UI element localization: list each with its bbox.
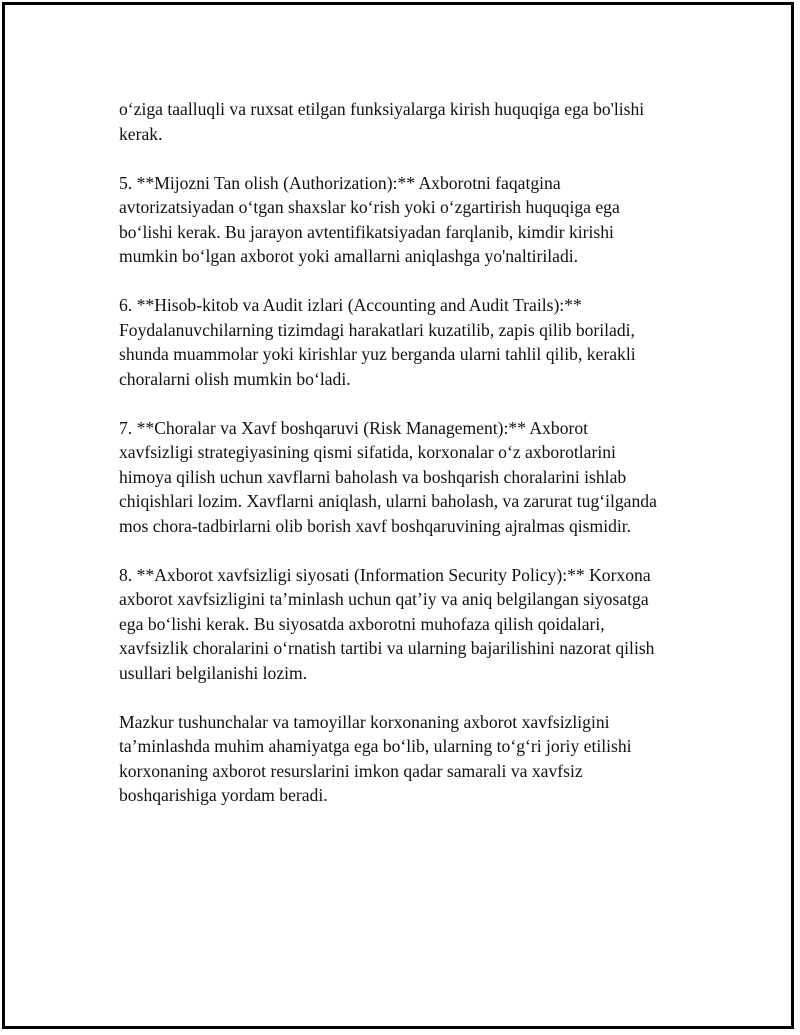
document-body xyxy=(119,97,689,832)
paragraph-authorization: 5. **Mijozni Tan olish (Authorization):** Axborotni faqatgina avtorizatsiyadan o‘tgan shaxslar ko‘rish yoki o‘zgartirish huquqiga ega bo‘lishi kerak. Bu jarayon avtentifikatsiyadan farqlanib, kimdir kirishi mumkin bo‘lgan axborot yoki amallarni aniqlashga yo'naltiriladi. xyxy=(119,172,620,266)
paragraph-conclusion: Mazkur tushunchalar va tamoyillar korxonaning axborot xavfsizligini ta’minlashda muhim ahamiyatga ega bo‘lib, ularning to‘g‘ri joriy etilishi korxonaning axborot resurslarini imkon qadar samarali va xavfsiz boshqarishiga yordam beradi. xyxy=(119,711,632,805)
paragraph-risk-management: 7. **Choralar va Xavf boshqaruvi (Risk Management):** Axborot xavfsizligi strategiyasining qismi sifatida, korxonalar o‘z axborotlarini himoya qilish uchun xavflarni baholash va boshqarish choralarini ishlab chiqishlari lozim. Xavflarni aniqlash, ularni baholash, va zarurat tug‘ilganda mos chora-tadbirlarni olib borish xavf boshqaruvining ajralmas qismidir. xyxy=(119,417,657,536)
paragraph-audit-trails: 6. **Hisob-kitob va Audit izlari (Accounting and Audit Trails):** Foydalanuvchilarning tizimdagi harakatlari kuzatilib, zapis qilib boriladi, shunda muammolar yoki kirishlar yuz berganda ularni tahlil qilib, kerakli choralarni olish mumkin bo‘ladi. xyxy=(119,295,636,389)
document-page xyxy=(2,2,794,1029)
paragraph-security-policy: 8. **Axborot xavfsizligi siyosati (Information Security Policy):** Korxona axborot xavfsizligini ta’minlash uchun qat’iy va aniq belgilangan siyosatga ega bo‘lishi kerak. Bu siyosatda axborotni muhofaza qilish qoidalari, xavfsizlik choralarini o‘rnatish tartibi va ularning bajarilishini nazorat qilish usullari belgilanishi lozim. xyxy=(119,564,655,683)
paragraph-continuation: o‘ziga taalluqli va ruxsat etilgan funksiyalarga kirish huquqiga ega bo'lishi kerak. xyxy=(119,99,645,144)
